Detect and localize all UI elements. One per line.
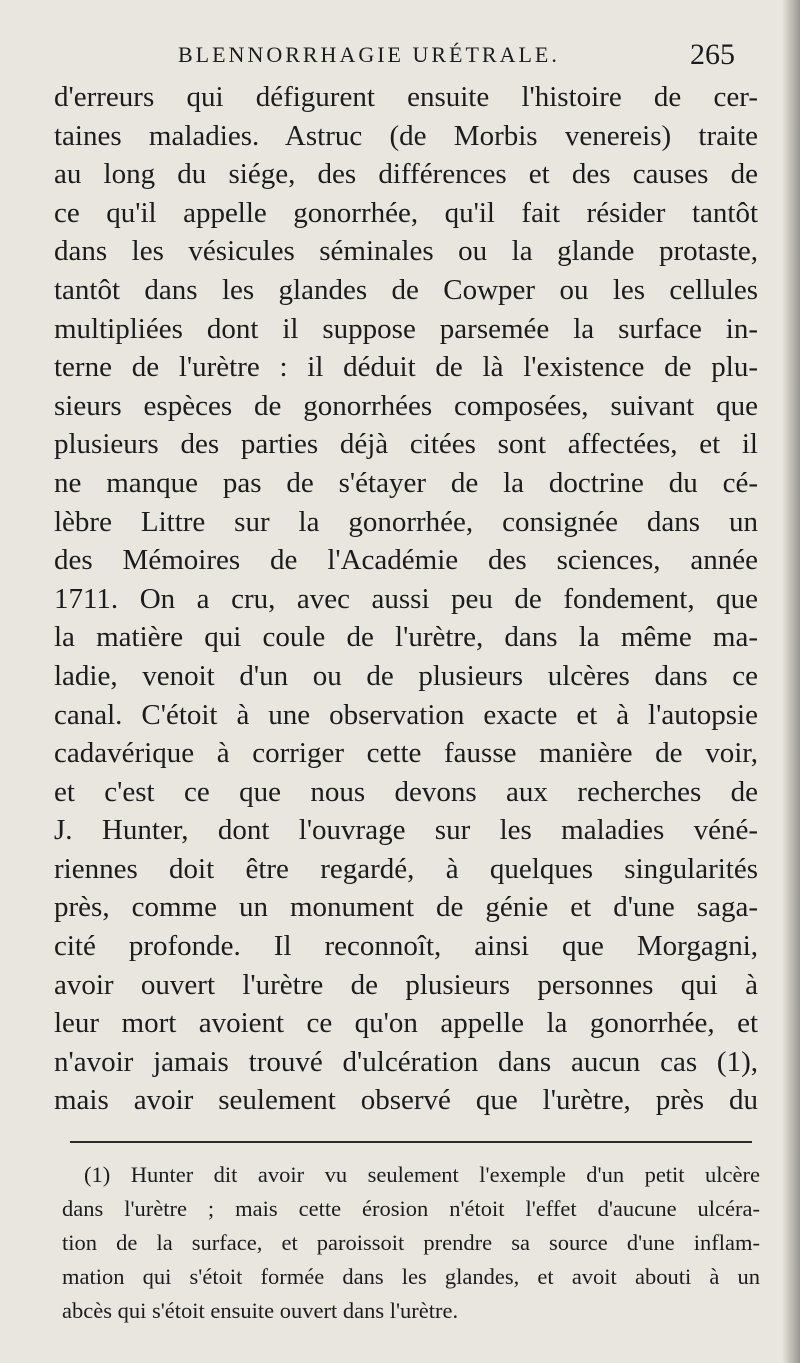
text-line: canal. C'étoit à une observation exacte et à l'autopsie xyxy=(54,698,758,731)
text-line: des Mémoires de l'Académie des sciences, année xyxy=(54,544,758,577)
text-line: et c'est ce que nous devons aux recherches de xyxy=(54,775,758,808)
text-line: n'avoir jamais trouvé d'ulcération dans aucun cas (1), xyxy=(54,1045,758,1078)
text-line: terne de l'urètre : il déduit de là l'existence de plu- xyxy=(54,351,758,384)
footnote xyxy=(62,1158,760,1328)
text-line: riennes doit être regardé, à quelques singularités xyxy=(54,852,758,885)
text-line: lèbre Littre sur la gonorrhée, consignée dans un xyxy=(54,505,758,538)
text-line: mais avoir seulement observé que l'urètre, près du xyxy=(54,1084,758,1117)
text-line: multipliées dont il suppose parsemée la surface in- xyxy=(54,312,758,345)
text-line: tantôt dans les glandes de Cowper ou les cellules xyxy=(54,273,758,306)
text-line: d'erreurs qui défigurent ensuite l'histoire de cer- xyxy=(54,81,758,113)
text-line: sieurs espèces de gonorrhées composées, suivant que xyxy=(54,389,758,422)
footnote-line: (1) Hunter dit avoir vu seulement l'exemple d'un petit ulcère xyxy=(84,1162,760,1187)
page-number: 265 xyxy=(690,38,735,71)
text-line: ce qu'il appelle gonorrhée, qu'il fait résider tantôt xyxy=(54,196,758,229)
text-line: 1711. On a cru, avec aussi peu de fondement, que xyxy=(54,582,758,615)
text-line: J. Hunter, dont l'ouvrage sur les maladies véné- xyxy=(54,814,758,847)
text-line: avoir ouvert l'urètre de plusieurs personnes qui à xyxy=(54,968,758,1001)
footnote-line: mation qui s'étoit formée dans les glandes, et avoit abouti à un xyxy=(62,1264,760,1289)
text-line: près, comme un monument de génie et d'une saga- xyxy=(54,891,758,924)
footnote-line: dans l'urètre ; mais cette érosion n'étoit l'effet d'aucune ulcéra- xyxy=(62,1196,760,1221)
text-line: ladie, venoit d'un ou de plusieurs ulcères dans ce xyxy=(54,659,758,692)
text-line: taines maladies. Astruc (de Morbis venereis) traite xyxy=(54,119,758,152)
footnote-line: tion de la surface, et paroissoit prendre sa source d'une inflam- xyxy=(62,1230,760,1255)
text-line: cadavérique à corriger cette fausse manière de voir, xyxy=(54,737,758,770)
footnote-line: abcès qui s'étoit ensuite ouvert dans l'urètre. xyxy=(62,1298,459,1323)
running-title: BLENNORRHAGIE URÉTRALE. xyxy=(178,42,560,67)
running-head xyxy=(0,38,800,78)
main-text xyxy=(54,78,758,1120)
text-line: leur mort avoient ce qu'on appelle la gonorrhée, et xyxy=(54,1007,758,1040)
footnote-divider xyxy=(70,1141,752,1143)
text-line: cité profonde. Il reconnoît, ainsi que Morgagni, xyxy=(54,930,758,963)
text-line: ne manque pas de s'étayer de la doctrine du cé- xyxy=(54,466,758,499)
text-line: dans les vésicules séminales ou la glande protaste, xyxy=(54,235,758,268)
text-line: au long du siége, des différences et des causes de xyxy=(54,158,758,191)
text-line: plusieurs des parties déjà citées sont affectées, et il xyxy=(54,428,758,461)
text-line: la matière qui coule de l'urètre, dans la même ma- xyxy=(54,621,758,654)
